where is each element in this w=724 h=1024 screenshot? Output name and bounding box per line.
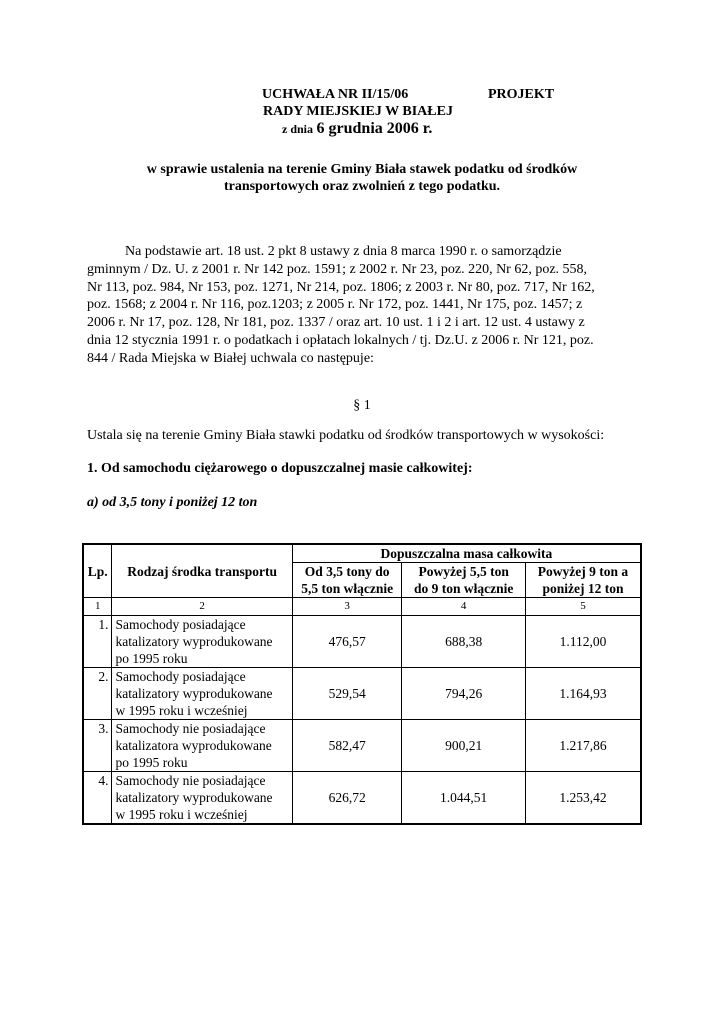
- row-rate-b: 688,38: [402, 616, 525, 668]
- row-vehicle-type: Samochody posiadające katalizatory wyprodukowane w 1995 roku i wcześniej: [112, 668, 292, 720]
- header-lp: Lp.: [83, 544, 112, 598]
- column-number: 1: [83, 598, 112, 616]
- issuer: RADY MIEJSKIEJ W BIAŁEJ: [263, 104, 453, 119]
- table-row: [83, 668, 641, 720]
- header-weight-c: Powyżej 9 ton a poniżej 12 ton: [525, 563, 641, 598]
- header-weight-b: Powyżej 5,5 ton do 9 ton włącznie: [402, 563, 525, 598]
- row-rate-a: 626,72: [292, 772, 402, 825]
- row-lp: 1.: [83, 616, 112, 668]
- row-rate-b: 794,26: [402, 668, 525, 720]
- row-rate-a: 476,57: [292, 616, 402, 668]
- resolution-title: UCHWAŁA NR II/15/06: [262, 87, 409, 102]
- tax-rates-table: [82, 543, 642, 825]
- row-rate-a: 529,54: [292, 668, 402, 720]
- header-weight-a: Od 3,5 tony do 5,5 ton włącznie: [292, 563, 402, 598]
- row-vehicle-type: Samochody nie posiadające katalizatora wyprodukowane po 1995 roku: [112, 720, 292, 772]
- row-rate-c: 1.253,42: [525, 772, 641, 825]
- intro-text: Ustala się na terenie Gminy Biała stawki podatku od środków transportowych w wysokości:: [87, 428, 605, 443]
- row-rate-c: 1.112,00: [525, 616, 641, 668]
- row-vehicle-type: Samochody nie posiadające katalizatory wyprodukowane w 1995 roku i wcześniej: [112, 772, 292, 825]
- table-row: [83, 616, 641, 668]
- column-number: 3: [292, 598, 402, 616]
- row-rate-b: 900,21: [402, 720, 525, 772]
- column-number: 4: [402, 598, 525, 616]
- column-number: 5: [525, 598, 641, 616]
- row-rate-c: 1.217,86: [525, 720, 641, 772]
- subsection-a-heading: a) od 3,5 tony i poniżej 12 ton: [87, 495, 258, 510]
- column-number: 2: [112, 598, 292, 616]
- row-lp: 2.: [83, 668, 112, 720]
- row-rate-c: 1.164,93: [525, 668, 641, 720]
- legal-basis-line: Na podstawie art. 18 ust. 2 pkt 8 ustawy z dnia 8 marca 1990 r. o samorządzie: [125, 244, 562, 259]
- header-max-weight: Dopuszczalna masa całkowita: [292, 544, 641, 563]
- section-1-heading: 1. Od samochodu ciężarowego o dopuszczalnej masie całkowitej:: [87, 461, 473, 476]
- column-number-row: [83, 598, 641, 616]
- draft-status: PROJEKT: [488, 87, 555, 102]
- row-rate-b: 1.044,51: [402, 772, 525, 825]
- table-row: [83, 720, 641, 772]
- table-row: [83, 772, 641, 825]
- legal-basis-line: 844 / Rada Miejska w Białej uchwala co następuje:: [87, 350, 374, 366]
- legal-basis-line: gminnym / Dz. U. z 2001 r. Nr 142 poz. 1591; z 2002 r. Nr 23, poz. 220, Nr 62, poz. 558,: [87, 261, 588, 277]
- legal-basis-line: dnia 12 stycznia 1991 r. o podatkach i opłatach lokalnych / tj. Dz.U. z 2006 r. Nr 121, poz.: [87, 332, 594, 348]
- subject: w sprawie ustalenia na terenie Gminy Biała stawek podatku od środków transportowych oraz zwolnień z tego podatku.: [146, 162, 578, 194]
- row-lp: 4.: [83, 772, 112, 825]
- legal-basis-line: poz. 1568; z 2004 r. Nr 116, poz.1203; z 2005 r. Nr 172, poz. 1441, Nr 175, poz. 1457; z: [87, 297, 583, 313]
- row-rate-a: 582,47: [292, 720, 402, 772]
- paragraph-sign: § 1: [353, 398, 371, 413]
- legal-basis: [87, 243, 635, 368]
- date-prefix: z dnia: [282, 122, 314, 136]
- legal-basis-line: 2006 r. Nr 17, poz. 128, Nr 181, poz. 1337 / oraz art. 10 ust. 1 i 2 i art. 12 ust. 4 ustawy z: [87, 315, 585, 331]
- row-lp: 3.: [83, 720, 112, 772]
- legal-basis-line: Nr 113, poz. 984, Nr 153, poz. 1271, Nr 214, poz. 1806; z 2003 r. Nr 80, poz. 717, Nr 162,: [87, 279, 595, 295]
- date-value: 6 grudnia 2006 r.: [316, 120, 433, 137]
- resolution-date: [282, 120, 432, 138]
- row-vehicle-type: Samochody posiadające katalizatory wyprodukowane po 1995 roku: [112, 616, 292, 668]
- header-vehicle-type: Rodzaj środka transportu: [112, 544, 292, 598]
